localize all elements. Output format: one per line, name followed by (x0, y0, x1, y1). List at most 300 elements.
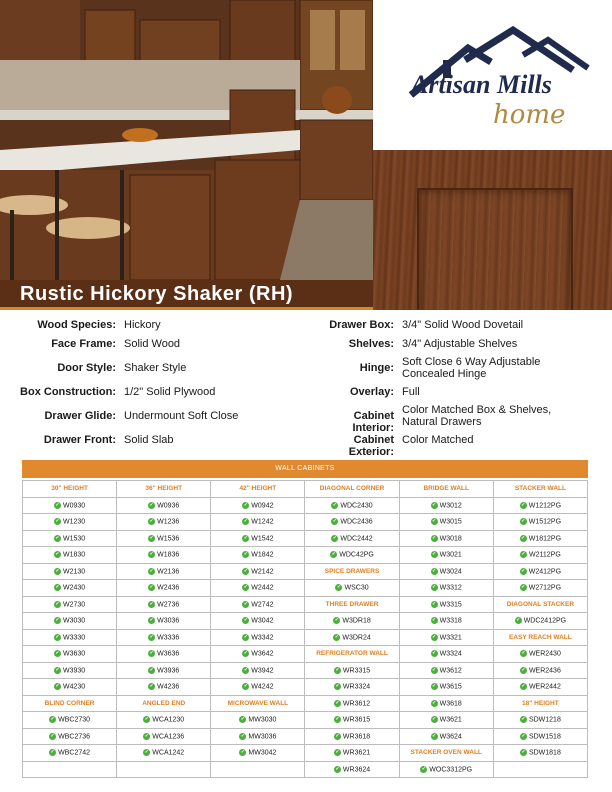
checkmark-icon: ✓ (55, 501, 60, 508)
wall-cabinets-table (22, 460, 588, 778)
cabinet-code-cell (399, 662, 493, 679)
cabinet-code-cell (211, 646, 305, 663)
category-header (117, 481, 211, 498)
cabinet-code: WOC3312PG (429, 765, 473, 773)
cabinet-code: W1842 (251, 551, 274, 559)
table-row (23, 712, 588, 729)
cabinet-code-cell (399, 547, 493, 564)
cabinet-code-cell (493, 745, 587, 762)
category-header (211, 695, 305, 712)
cabinet-code: W3012 (439, 501, 462, 509)
cabinet-code-cell (23, 497, 117, 514)
cabinet-code-cell (117, 547, 211, 564)
cabinet-code-cell (211, 629, 305, 646)
cabinet-code: W1512PG (528, 518, 562, 526)
checkmark-icon: ✓ (149, 683, 154, 690)
checkmark-icon: ✓ (144, 732, 149, 739)
cabinet-code: W2712PG (528, 584, 562, 592)
cabinet-code-cell (23, 712, 117, 729)
checkmark-icon: ✓ (331, 551, 336, 558)
spec-row (0, 410, 314, 422)
cabinet-code: WR3315 (342, 666, 371, 674)
cabinet-code: W2442 (251, 584, 274, 592)
cabinet-code-cell (117, 563, 211, 580)
category-label: DIAGONAL STACKER (506, 600, 575, 608)
cabinet-code: W1242 (251, 518, 274, 526)
cabinet-code: W4230 (62, 683, 86, 691)
cabinet-code: W2730 (62, 600, 86, 608)
table-row (23, 580, 588, 597)
category-label: STACKER WALL (514, 485, 566, 493)
category-label: EASY REACH WALL (509, 633, 572, 641)
cabinet-code: W3312 (439, 584, 462, 592)
cabinet-code: W3324 (439, 650, 462, 658)
checkmark-icon: ✓ (432, 650, 437, 657)
checkmark-icon: ✓ (334, 617, 339, 624)
cabinet-code: W1542 (251, 534, 274, 542)
checkmark-icon: ✓ (55, 617, 60, 624)
cabinet-code: WDC2430 (340, 501, 373, 509)
cabinet-code-cell (399, 596, 493, 613)
checkmark-icon: ✓ (432, 683, 437, 690)
checkmark-icon: ✓ (332, 518, 337, 525)
checkmark-icon: ✓ (334, 633, 339, 640)
cabinet-code: W3942 (251, 666, 274, 674)
cabinet-code: W3621 (439, 716, 462, 724)
cabinet-code: W1836 (157, 551, 180, 559)
checkmark-icon: ✓ (432, 501, 437, 508)
checkmark-icon: ✓ (50, 732, 55, 739)
cabinet-code: W3321 (439, 633, 462, 641)
cabinet-code-cell (23, 613, 117, 630)
cabinet-code: W3615 (439, 683, 462, 691)
category-label: DIAGONAL CORNER (319, 485, 385, 493)
cabinet-code: W3DR24 (342, 633, 371, 641)
cabinet-code: WDC2412PG (523, 617, 567, 625)
cabinet-code-cell (23, 596, 117, 613)
cabinet-code: W3618 (439, 699, 462, 707)
cabinet-code-cell (305, 530, 399, 547)
table-row (23, 547, 588, 564)
category-header (493, 596, 587, 613)
category-label: 18" HEIGHT (522, 699, 559, 707)
table-row (23, 745, 588, 762)
cabinet-code-cell (211, 514, 305, 531)
checkmark-icon: ✓ (243, 633, 248, 640)
checkmark-icon: ✓ (432, 617, 437, 624)
checkmark-icon: ✓ (516, 617, 521, 624)
cabinet-code: WR3615 (342, 716, 371, 724)
cabinet-code-cell (211, 613, 305, 630)
cabinet-code: W2736 (157, 600, 180, 608)
checkmark-icon: ✓ (432, 551, 437, 558)
checkmark-icon: ✓ (521, 567, 526, 574)
cabinet-code: W1536 (157, 534, 180, 542)
cabinet-code: SDW1218 (528, 716, 561, 724)
brand-logo (373, 0, 612, 150)
cabinet-code-cell (305, 547, 399, 564)
table-row (23, 596, 588, 613)
checkmark-icon: ✓ (432, 732, 437, 739)
category-header (23, 481, 117, 498)
checkmark-icon: ✓ (335, 749, 340, 756)
kitchen-illustration (0, 0, 373, 280)
checkmark-icon: ✓ (55, 518, 60, 525)
cabinet-code: W3021 (439, 551, 462, 559)
cabinet-code-cell (23, 547, 117, 564)
spec-label: Box Construction: (20, 386, 116, 398)
cabinet-code-cell (305, 497, 399, 514)
spec-row (312, 356, 572, 380)
checkmark-icon: ✓ (521, 732, 526, 739)
table-row (23, 761, 588, 778)
category-header (399, 745, 493, 762)
spec-value: Color Matched (402, 434, 474, 446)
category-label: REFRIGERATOR WALL (316, 650, 388, 658)
category-label: BRIDGE WALL (423, 485, 469, 493)
cabinet-code: W3DR18 (342, 617, 371, 625)
table-row (23, 728, 588, 745)
cabinet-code: W3330 (62, 633, 86, 641)
checkmark-icon: ✓ (521, 534, 526, 541)
cabinet-code: W0930 (62, 501, 86, 509)
cabinet-code-cell (305, 712, 399, 729)
checkmark-icon: ✓ (55, 600, 60, 607)
cabinet-code: W3024 (439, 567, 462, 575)
cabinet-code: W2436 (157, 584, 180, 592)
cabinet-code: WSC30 (344, 584, 369, 592)
cabinet-code-cell (493, 662, 587, 679)
cabinet-code: W2142 (251, 567, 274, 575)
cabinet-code-cell (211, 728, 305, 745)
checkmark-icon: ✓ (149, 567, 154, 574)
checkmark-icon: ✓ (55, 567, 60, 574)
cabinet-code: W3315 (439, 600, 462, 608)
checkmark-icon: ✓ (332, 501, 337, 508)
checkmark-icon: ✓ (55, 584, 60, 591)
cabinet-code: SDW1518 (528, 732, 561, 740)
category-label: MICROWAVE WALL (227, 699, 289, 707)
cabinet-code-cell (305, 695, 399, 712)
checkmark-icon: ✓ (55, 551, 60, 558)
checkmark-icon: ✓ (243, 534, 248, 541)
cabinet-code: W3036 (157, 617, 180, 625)
cabinet-code-cell (493, 580, 587, 597)
checkmark-icon: ✓ (243, 600, 248, 607)
cabinet-code-cell (493, 712, 587, 729)
cabinet-code: W3318 (439, 617, 462, 625)
checkmark-icon: ✓ (55, 666, 60, 673)
checkmark-icon: ✓ (149, 650, 154, 657)
category-header (305, 596, 399, 613)
cabinet-code-cell (493, 497, 587, 514)
cabinet-code-cell (399, 761, 493, 778)
checkmark-icon: ✓ (432, 567, 437, 574)
cabinet-code-cell (23, 679, 117, 696)
checkmark-icon: ✓ (149, 600, 154, 607)
cabinet-code-cell (399, 563, 493, 580)
spec-label: Drawer Glide: (44, 410, 116, 422)
cabinet-code-cell (117, 497, 211, 514)
checkmark-icon: ✓ (240, 732, 245, 739)
cabinet-code: W1212PG (528, 501, 562, 509)
cabinet-code: W3342 (251, 633, 274, 641)
cabinet-code-cell (117, 745, 211, 762)
checkmark-icon: ✓ (521, 518, 526, 525)
checkmark-icon: ✓ (50, 749, 55, 756)
cabinet-grid (22, 480, 588, 778)
checkmark-icon: ✓ (240, 716, 245, 723)
cabinet-code-cell (493, 563, 587, 580)
checkmark-icon: ✓ (521, 501, 526, 508)
cabinet-code-cell (399, 530, 493, 547)
spec-value: Solid Wood (124, 338, 181, 350)
table-row (23, 530, 588, 547)
spec-row (0, 362, 314, 374)
cabinet-code: W2130 (62, 567, 86, 575)
checkmark-icon: ✓ (149, 551, 154, 558)
checkmark-icon: ✓ (335, 732, 340, 739)
spec-label: Door Style: (57, 362, 116, 374)
checkmark-icon: ✓ (55, 633, 60, 640)
cabinet-code: W3636 (157, 650, 180, 658)
category-header (117, 695, 211, 712)
cabinet-code: W3612 (439, 666, 462, 674)
checkmark-icon: ✓ (432, 716, 437, 723)
spec-row (312, 386, 602, 398)
category-label: 36" HEIGHT (145, 485, 183, 493)
checkmark-icon: ✓ (332, 534, 337, 541)
checkmark-icon: ✓ (243, 650, 248, 657)
checkmark-icon: ✓ (521, 716, 526, 723)
checkmark-icon: ✓ (521, 666, 526, 673)
cabinet-code-cell (493, 547, 587, 564)
cabinet-code-cell (211, 712, 305, 729)
category-header (305, 481, 399, 498)
cabinet-code: WCA1230 (152, 716, 185, 724)
checkmark-icon: ✓ (149, 534, 154, 541)
cabinet-code-cell (23, 563, 117, 580)
cabinet-code: W3015 (439, 518, 462, 526)
cabinet-code: W4236 (157, 683, 180, 691)
kitchen-photo (0, 0, 373, 280)
cabinet-code-cell (493, 514, 587, 531)
cabinet-code: WBC2736 (58, 732, 91, 740)
spec-value: Hickory (124, 319, 161, 331)
cabinet-code: WDC2442 (340, 534, 373, 542)
table-row (23, 662, 588, 679)
checkmark-icon: ✓ (149, 518, 154, 525)
cabinet-code-cell (117, 514, 211, 531)
cabinet-code-cell (117, 530, 211, 547)
cabinet-code: W2742 (251, 600, 274, 608)
cabinet-code: W3030 (62, 617, 86, 625)
brand-name: Artisan Mills (411, 70, 552, 99)
category-header (399, 481, 493, 498)
checkmark-icon: ✓ (521, 584, 526, 591)
checkmark-icon: ✓ (243, 617, 248, 624)
cabinet-code-cell (117, 613, 211, 630)
table-row (23, 613, 588, 630)
cabinet-code-cell (211, 563, 305, 580)
checkmark-icon: ✓ (421, 765, 426, 772)
cabinet-code-cell (305, 629, 399, 646)
door-panel (417, 188, 573, 310)
cabinet-code-cell (399, 497, 493, 514)
cabinet-code-cell (211, 662, 305, 679)
checkmark-icon: ✓ (335, 716, 340, 723)
title-band (0, 280, 373, 310)
cabinet-code-cell (399, 695, 493, 712)
cabinet-code: SDW1818 (528, 749, 561, 757)
spec-label: Overlay: (349, 386, 394, 398)
checkmark-icon: ✓ (432, 600, 437, 607)
cabinet-code-cell (305, 745, 399, 762)
cabinet-code: W1230 (62, 518, 86, 526)
checkmark-icon: ✓ (50, 716, 55, 723)
cabinet-code-cell (23, 530, 117, 547)
product-title: Rustic Hickory Shaker (RH) (20, 283, 294, 305)
checkmark-icon: ✓ (144, 749, 149, 756)
spec-label: Cabinet Interior: (352, 410, 394, 434)
spec-label: Wood Species: (37, 319, 116, 331)
cabinet-code-cell (211, 596, 305, 613)
cabinet-code: WCA1236 (152, 732, 185, 740)
checkmark-icon: ✓ (432, 633, 437, 640)
cabinet-code-cell (493, 646, 587, 663)
cabinet-code: W2412PG (528, 567, 562, 575)
checkmark-icon: ✓ (335, 699, 340, 706)
checkmark-icon: ✓ (243, 666, 248, 673)
empty-cell (211, 761, 305, 778)
checkmark-icon: ✓ (432, 518, 437, 525)
cabinet-code-cell (117, 712, 211, 729)
cabinet-code-cell (493, 679, 587, 696)
checkmark-icon: ✓ (521, 650, 526, 657)
cabinet-code: W2112PG (529, 551, 561, 559)
checkmark-icon: ✓ (149, 584, 154, 591)
category-label: STACKER OVEN WALL (410, 749, 482, 757)
checkmark-icon: ✓ (432, 584, 437, 591)
checkmark-icon: ✓ (55, 683, 60, 690)
cabinet-code-cell (117, 629, 211, 646)
cabinet-code: MW3042 (248, 749, 277, 757)
empty-cell (23, 761, 117, 778)
spec-label: Cabinet Exterior: (348, 434, 394, 458)
checkmark-icon: ✓ (521, 683, 526, 690)
cabinet-code-cell (399, 629, 493, 646)
cabinet-code: WER2442 (528, 683, 561, 691)
cabinet-code: W3624 (439, 732, 462, 740)
category-header (493, 695, 587, 712)
cabinet-code: W3018 (439, 534, 462, 542)
spec-label: Face Frame: (51, 338, 116, 350)
spec-value: Undermount Soft Close (124, 410, 239, 422)
cabinet-code-cell (211, 530, 305, 547)
cabinet-code-cell (211, 580, 305, 597)
cabinet-code: WR3624 (342, 765, 371, 773)
checkmark-icon: ✓ (55, 534, 60, 541)
checkmark-icon: ✓ (243, 518, 248, 525)
cabinet-code: W0936 (157, 501, 180, 509)
checkmark-icon: ✓ (432, 534, 437, 541)
table-row (23, 695, 588, 712)
table-row (23, 563, 588, 580)
spec-row (312, 319, 602, 331)
cabinet-code: W4242 (251, 683, 274, 691)
category-label: ANGLED END (142, 699, 186, 707)
spec-label: Drawer Box: (329, 319, 394, 331)
spec-list (0, 314, 612, 458)
table-row (23, 679, 588, 696)
spec-row (0, 434, 314, 446)
spec-value: Soft Close 6 Way Adjustable Concealed Hinge (402, 356, 541, 380)
cabinet-code: W1830 (62, 551, 86, 559)
cabinet-code-cell (23, 662, 117, 679)
spec-label: Drawer Front: (43, 434, 116, 446)
cabinet-code-cell (211, 497, 305, 514)
checkmark-icon: ✓ (144, 716, 149, 723)
cabinet-code-cell (211, 547, 305, 564)
cabinet-code-cell (23, 629, 117, 646)
spec-row (312, 404, 582, 434)
cabinet-code-cell (23, 728, 117, 745)
cabinet-code-cell (399, 514, 493, 531)
category-header (305, 563, 399, 580)
cabinet-code: WER2430 (528, 650, 561, 658)
cabinet-code-cell (23, 646, 117, 663)
cabinet-code: MW3036 (248, 732, 277, 740)
cabinet-code-cell (23, 745, 117, 762)
category-header (211, 481, 305, 498)
cabinet-code: WR3324 (342, 683, 371, 691)
cabinet-code: W1236 (157, 518, 180, 526)
cabinet-code: W2136 (157, 567, 180, 575)
cabinet-code-cell (211, 745, 305, 762)
spec-label: Hinge: (359, 362, 394, 374)
checkmark-icon: ✓ (432, 699, 437, 706)
cabinet-code-cell (117, 646, 211, 663)
spec-value: 3/4" Solid Wood Dovetail (402, 319, 524, 331)
cabinet-code: W2430 (62, 584, 86, 592)
checkmark-icon: ✓ (243, 567, 248, 574)
checkmark-icon: ✓ (243, 683, 248, 690)
cabinet-code: WBC2730 (58, 716, 91, 724)
cabinet-code-cell (493, 530, 587, 547)
cabinet-code: W1530 (62, 534, 86, 542)
checkmark-icon: ✓ (432, 666, 437, 673)
empty-cell (117, 761, 211, 778)
table-title: WALL CABINETS (22, 460, 588, 478)
cabinet-code: W1812PG (528, 534, 562, 542)
cabinet-code: W0942 (251, 501, 274, 509)
checkmark-icon: ✓ (243, 501, 248, 508)
cabinet-code-cell (117, 596, 211, 613)
checkmark-icon: ✓ (149, 617, 154, 624)
cabinet-code-cell (211, 679, 305, 696)
table-row (23, 514, 588, 531)
cabinet-code: W3642 (251, 650, 274, 658)
table-row (23, 646, 588, 663)
cabinet-code-cell (117, 679, 211, 696)
spec-value: Color Matched Box & Shelves, Natural Drawers (402, 404, 552, 428)
cabinet-code: WR3612 (342, 699, 371, 707)
cabinet-code-cell (399, 646, 493, 663)
category-label: SPICE DRAWERS (324, 567, 380, 575)
spec-label: Shelves: (348, 338, 394, 350)
cabinet-code: MW3030 (248, 716, 277, 724)
cabinet-code: WDC42PG (339, 551, 374, 559)
